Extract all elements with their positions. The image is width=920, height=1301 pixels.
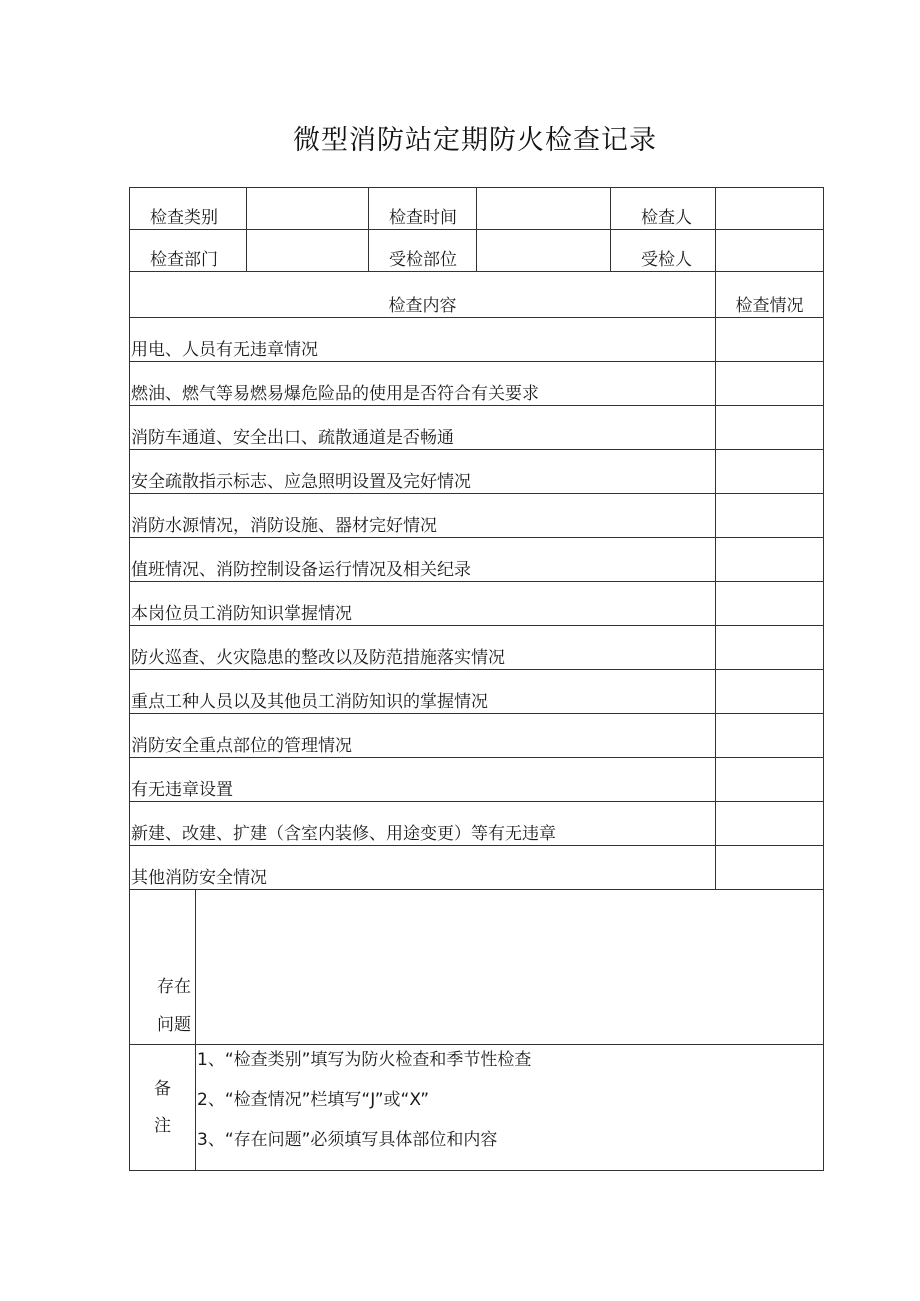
dept-label: 检查部门	[130, 230, 247, 272]
item-text: 消防水源情况，消防设施、器材完好情况	[130, 494, 716, 538]
table-row	[130, 362, 824, 406]
item-status-cell[interactable]	[716, 406, 824, 450]
table-row	[130, 846, 824, 890]
inspectee-label: 受检人	[611, 230, 716, 272]
page-title: 微型消防站定期防火检查记录	[293, 125, 657, 156]
remark-note: 3、“存在问题”必须填写具体部位和内容	[197, 1130, 498, 1150]
table-row	[130, 406, 824, 450]
item-text: 新建、改建、扩建（含室内装修、用途变更）等有无违章	[130, 802, 716, 846]
table-row	[130, 670, 824, 714]
remarks-label-line2: 注	[154, 1115, 171, 1136]
table-row	[130, 802, 824, 846]
inspection-record-table	[129, 187, 824, 1171]
columns-header-row	[130, 272, 824, 318]
item-text: 用电、人员有无违章情况	[130, 318, 716, 362]
remarks-notes	[196, 1045, 824, 1171]
header-row-2	[130, 230, 824, 272]
item-status-cell[interactable]	[716, 714, 824, 758]
content-column-header: 检查内容	[130, 272, 716, 318]
status-column-header: 检查情况	[716, 272, 824, 318]
item-status-cell[interactable]	[716, 626, 824, 670]
item-text: 消防安全重点部位的管理情况	[130, 714, 716, 758]
category-label: 检查类别	[130, 188, 247, 230]
item-text: 消防车通道、安全出口、疏散通道是否畅通	[130, 406, 716, 450]
table-row	[130, 318, 824, 362]
item-status-cell[interactable]	[716, 802, 824, 846]
header-row-1	[130, 188, 824, 230]
item-status-cell[interactable]	[716, 758, 824, 802]
problems-label	[130, 890, 196, 1045]
item-status-cell[interactable]	[716, 582, 824, 626]
inspector-label: 检查人	[611, 188, 716, 230]
item-text: 燃油、燃气等易燃易爆危险品的使用是否符合有关要求	[130, 362, 716, 406]
item-status-cell[interactable]	[716, 362, 824, 406]
remarks-label-line1: 备	[154, 1078, 171, 1099]
item-status-cell[interactable]	[716, 450, 824, 494]
inspectee-field[interactable]	[716, 230, 824, 272]
time-field[interactable]	[477, 188, 611, 230]
item-status-cell[interactable]	[716, 494, 824, 538]
item-text: 安全疏散指示标志、应急照明设置及完好情况	[130, 450, 716, 494]
item-text: 本岗位员工消防知识掌握情况	[130, 582, 716, 626]
time-label: 检查时间	[369, 188, 477, 230]
table-row	[130, 758, 824, 802]
item-status-cell[interactable]	[716, 670, 824, 714]
remarks-row	[130, 1045, 824, 1171]
inspected-part-label: 受检部位	[369, 230, 477, 272]
item-text: 值班情况、消防控制设备运行情况及相关纪录	[130, 538, 716, 582]
inspected-part-field[interactable]	[477, 230, 611, 272]
category-field[interactable]	[247, 188, 369, 230]
dept-field[interactable]	[247, 230, 369, 272]
item-status-cell[interactable]	[716, 318, 824, 362]
remark-note: 1、“检查类别”填写为防火检查和季节性检查	[197, 1050, 532, 1070]
item-text: 其他消防安全情况	[130, 846, 716, 890]
remark-note: 2、“检查情况”栏填写“J”或“X”	[197, 1090, 430, 1110]
table-row	[130, 538, 824, 582]
table-row	[130, 450, 824, 494]
problems-row	[130, 890, 824, 1045]
inspector-field[interactable]	[716, 188, 824, 230]
remarks-label	[130, 1045, 196, 1171]
table-row	[130, 626, 824, 670]
problems-label-line1: 存在	[157, 977, 191, 997]
table-row	[130, 494, 824, 538]
item-text: 防火巡查、火灾隐患的整改以及防范措施落实情况	[130, 626, 716, 670]
item-status-cell[interactable]	[716, 538, 824, 582]
item-text: 有无违章设置	[130, 758, 716, 802]
problems-label-line2: 问题	[157, 1015, 191, 1035]
table-row	[130, 714, 824, 758]
item-text: 重点工种人员以及其他员工消防知识的掌握情况	[130, 670, 716, 714]
problems-field[interactable]	[196, 890, 824, 1045]
item-status-cell[interactable]	[716, 846, 824, 890]
table-row	[130, 582, 824, 626]
